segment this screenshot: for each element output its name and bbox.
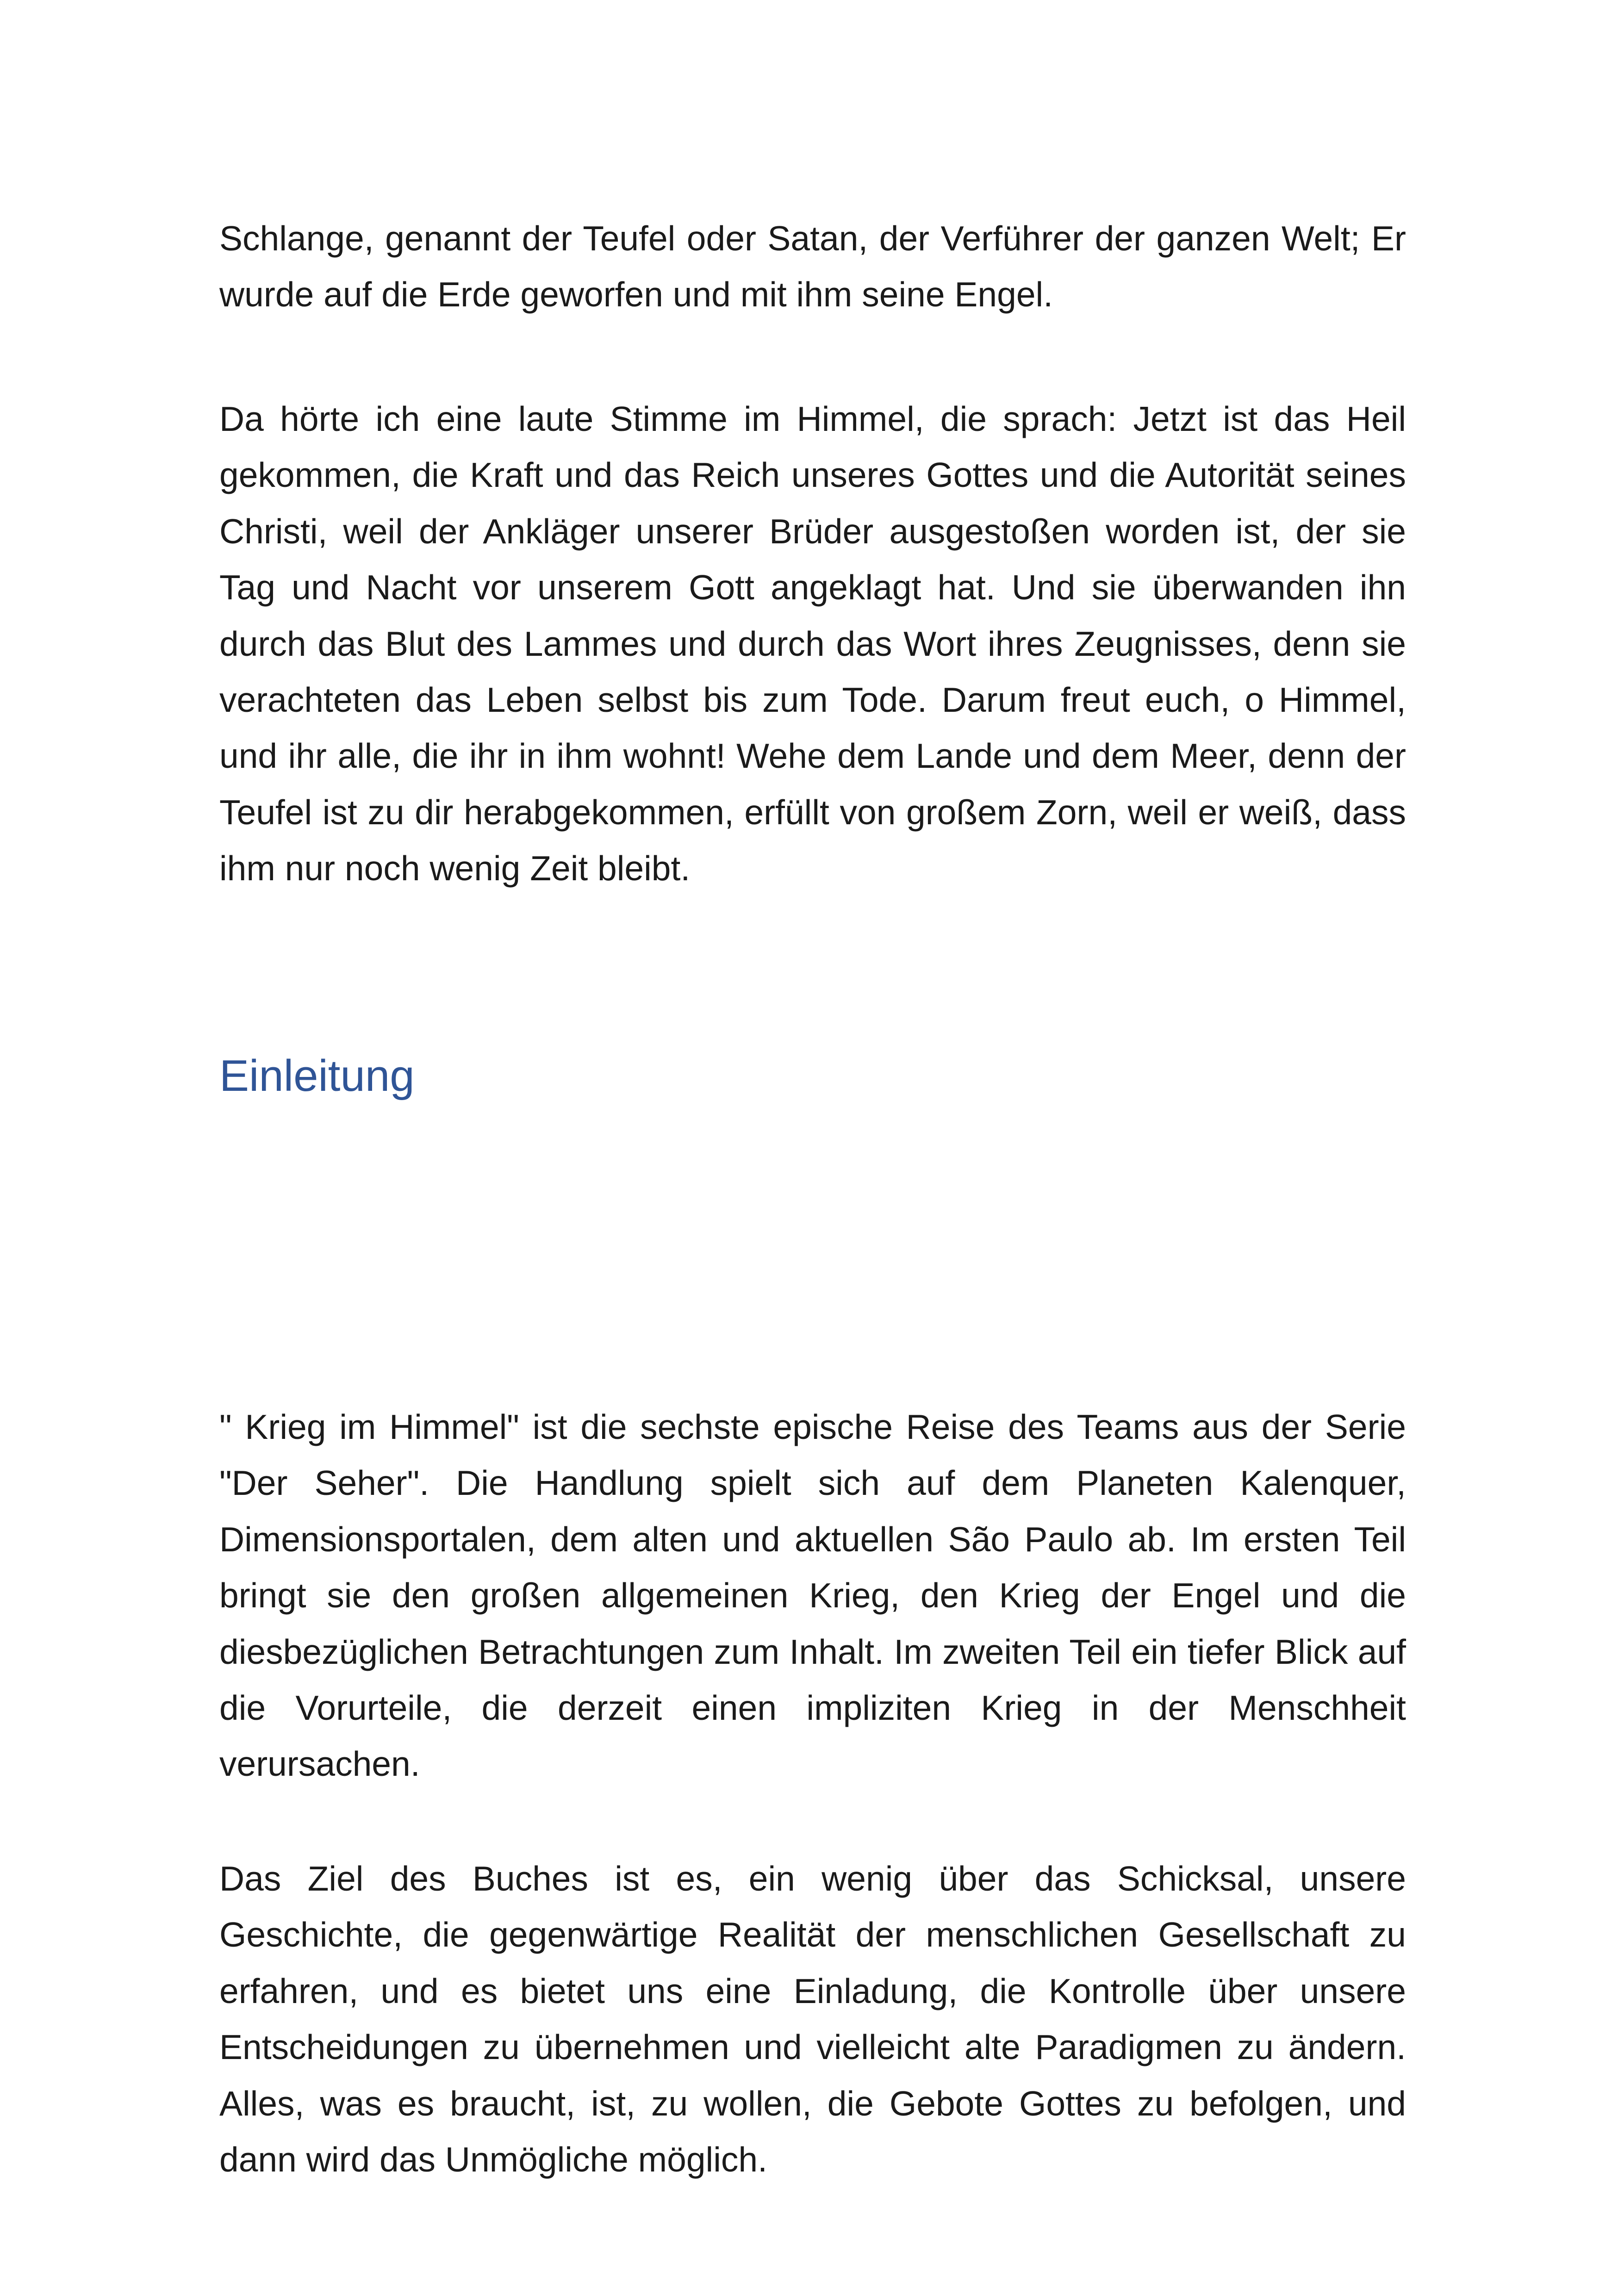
paragraph-book-goal: Das Ziel des Buches ist es, ein wenig über das Schicksal, unsere Geschichte, die gegenwärtige Realität der menschlichen Gesellschaft zu erfahren, und es bietet uns eine Einladung, die Kontrolle über unsere Entscheidungen zu übernehmen und vielleicht alte Paradigmen zu ändern. Alles, was es braucht, ist, zu wollen, die Gebote Gottes zu befolgen, und dann wird das Unmögliche möglich. [219, 1859, 1406, 2179]
paragraph-introduction: " Krieg im Himmel" ist die sechste epische Reise des Teams aus der Serie "Der Seher". Die Handlung spielt sich auf dem Planeten Kalenquer, Dimensionsportalen, dem alten und aktuellen São Paulo ab. Im ersten Teil bringt sie den großen allgemeinen Krieg, den Krieg der Engel und die diesbezüglichen Betrachtungen zum Inhalt. Im zweiten Teil ein tiefer Blick auf die Vorurteile, die derzeit einen impliziten Krieg in der Menschheit verursachen. [219, 1407, 1406, 1784]
paragraph-revelation-continued: Schlange, genannt der Teufel oder Satan, der Verführer der ganzen Welt; Er wurde auf die Erde geworfen und mit ihm seine Engel. [219, 219, 1406, 314]
paragraph-revelation-voice: Da hörte ich eine laute Stimme im Himmel, die sprach: Jetzt ist das Heil gekommen, die Kraft und das Reich unseres Gottes und die Autorität seines Christi, weil der Ankläger unserer Brüder ausgestoßen worden ist, der sie Tag und Nacht vor unserem Gott angeklagt hat. Und sie überwanden ihn durch das Blut des Lammes und durch das Wort ihres Zeugnisses, denn sie verachteten das Leben selbst bis zum Tode. Darum freut euch, o Himmel, und ihr alle, die ihr in ihm wohnt! Wehe dem Lande und dem Meer, denn der Teufel ist zu dir herabgekommen, erfüllt von großem Zorn, weil er weiß, dass ihm nur noch wenig Zeit bleibt. [219, 399, 1406, 888]
section-heading-einleitung: Einleitung [219, 1051, 415, 1101]
